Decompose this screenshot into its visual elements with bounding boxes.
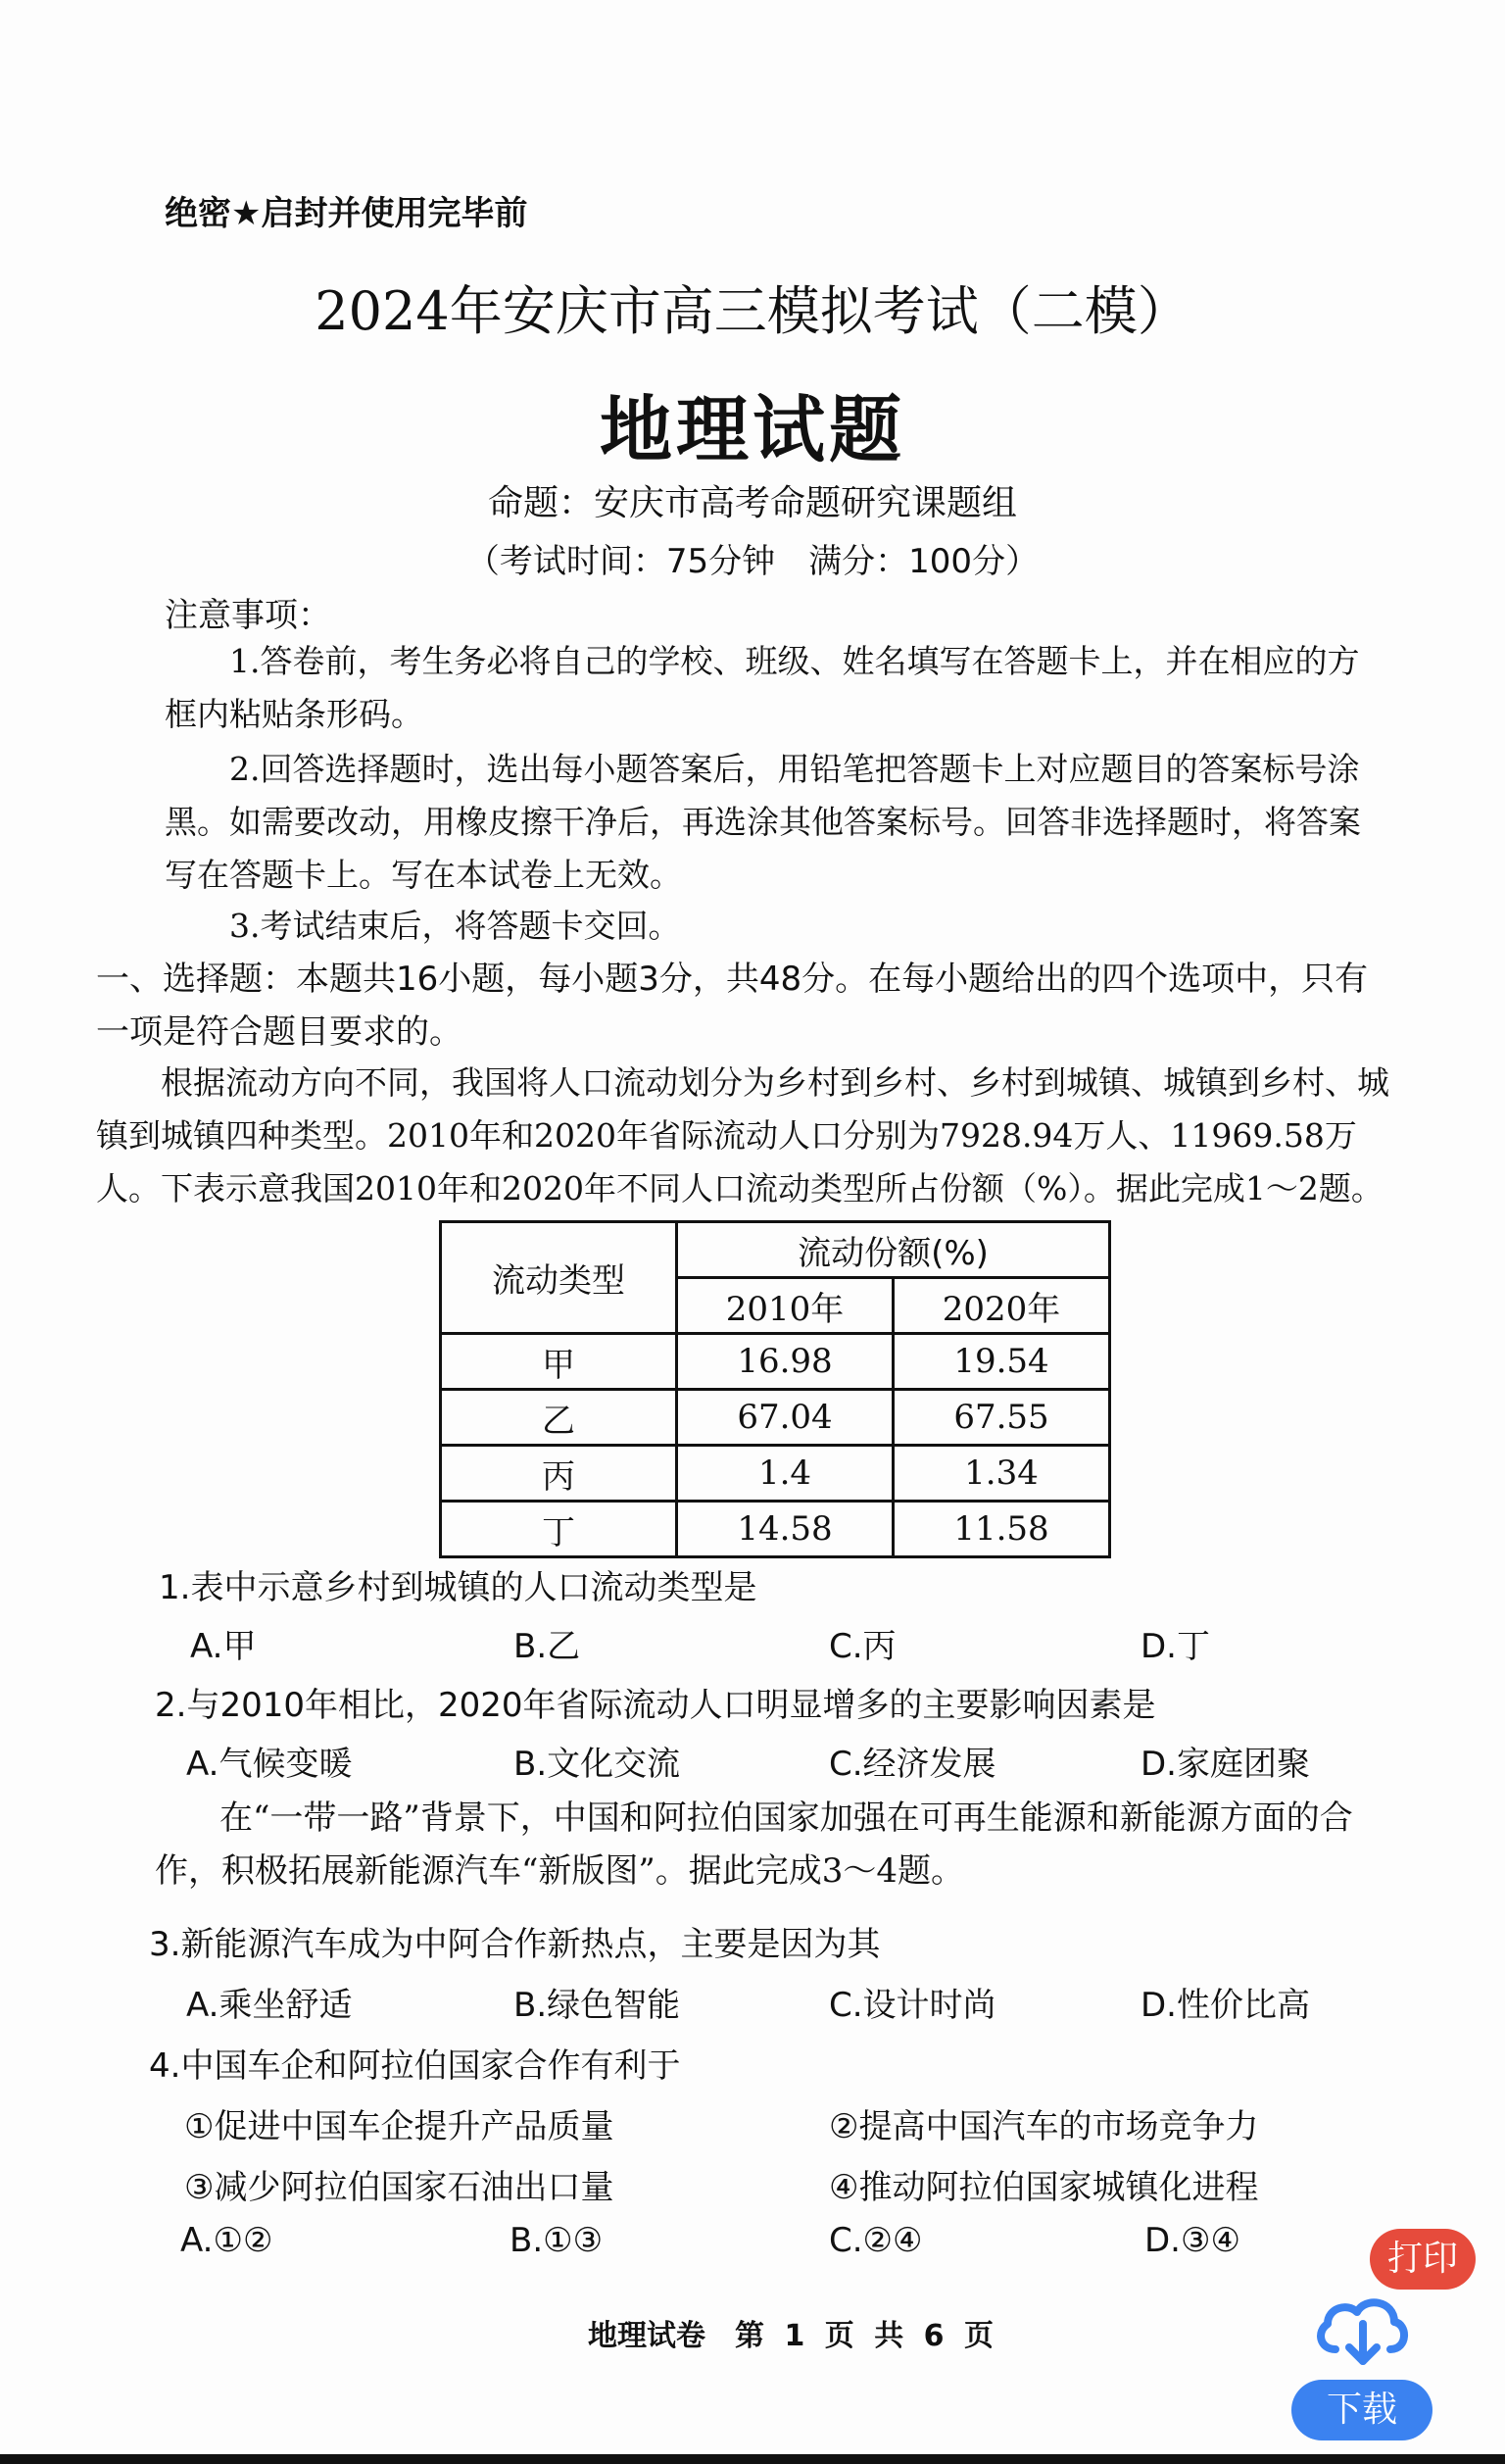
header-flow-type: 流动类型 <box>441 1222 677 1334</box>
q4-option-c: C.②④ <box>829 2221 923 2260</box>
q4-option-a: A.①② <box>180 2221 273 2260</box>
row-value-2010: 1.4 <box>677 1446 894 1502</box>
row-value-2020: 67.55 <box>894 1390 1110 1446</box>
print-button[interactable]: 打印 <box>1370 2229 1476 2290</box>
table-row <box>441 1390 1110 1446</box>
download-button[interactable]: 下载 <box>1291 2380 1432 2440</box>
notes-heading: 注意事项： <box>165 596 331 635</box>
question-4: 4.中国车企和阿拉伯国家合作有利于 <box>149 2046 681 2086</box>
row-value-2020: 11.58 <box>894 1502 1110 1557</box>
note-item-1: 1.答卷前，考生务必将自己的学校、班级、姓名填写在答题卡上，并在相应的方框内粘贴条形码。 <box>165 642 1360 733</box>
note-item-3: 3.考试结束后，将答题卡交回。 <box>229 907 681 945</box>
table-row <box>441 1334 1110 1390</box>
row-value-2010: 14.58 <box>677 1502 894 1557</box>
table-row <box>441 1446 1110 1502</box>
row-type: 甲 <box>441 1334 677 1390</box>
time-info: （考试时间：75分钟 满分：100分） <box>465 542 1040 581</box>
q4-statement-4: ④推动阿拉伯国家城镇化进程 <box>829 2168 1259 2207</box>
q2-option-a: A.气候变暖 <box>186 1745 353 1784</box>
question-3: 3.新能源汽车成为中阿合作新热点，主要是因为其 <box>149 1925 881 1964</box>
q3-option-a: A.乘坐舒适 <box>186 1986 353 2025</box>
q1-option-b: B.乙 <box>513 1627 581 1666</box>
row-type: 丁 <box>441 1502 677 1557</box>
row-value-2020: 1.34 <box>894 1446 1110 1502</box>
cloud-download-icon[interactable] <box>1308 2289 1416 2367</box>
exam-title: 2024年安庆市高三模拟考试（二模） <box>315 280 1190 342</box>
note-item-2: 2.回答选择题时，选出每小题答案后，用铅笔把答题卡上对应题目的答案标号涂黑。如需要改动，用橡皮擦干净后，再选涂其他答案标号。回答非选择题时，将答案写在答题卡上。写在本试卷上无效。 <box>165 750 1361 894</box>
q1-option-a: A.甲 <box>190 1627 257 1666</box>
author-line: 命题：安庆市高考命题研究课题组 <box>487 483 1017 523</box>
section-heading: 一、选择题：本题共16小题，每小题3分，共48分。在每小题给出的四个选项中，只有一项是符合题目要求的。 <box>96 960 1369 1052</box>
subject-title: 地理试题 <box>600 388 905 472</box>
table-row <box>441 1502 1110 1557</box>
header-year-2010: 2010年 <box>677 1278 894 1334</box>
row-value-2010: 67.04 <box>677 1390 894 1446</box>
q3-option-d: D.性价比高 <box>1141 1986 1310 2025</box>
q3-option-c: C.设计时尚 <box>829 1986 996 2025</box>
q2-option-c: C.经济发展 <box>829 1745 996 1784</box>
question-2: 2.与2010年相比，2020年省际流动人口明显增多的主要影响因素是 <box>155 1686 1156 1725</box>
q4-statement-3: ③减少阿拉伯国家石油出口量 <box>184 2168 614 2207</box>
material-intro-2: 在“一带一路”背景下，中国和阿拉伯国家加强在可再生能源和新能源方面的合作，积极拓展新能源汽车“新版图”。据此完成3～4题。 <box>155 1799 1353 1891</box>
question-1: 1.表中示意乡村到城镇的人口流动类型是 <box>159 1568 757 1607</box>
q1-option-d: D.丁 <box>1141 1627 1210 1666</box>
flow-share-table <box>439 1220 1111 1558</box>
header-year-2020: 2020年 <box>894 1278 1110 1334</box>
q4-option-d: D.③④ <box>1144 2221 1240 2260</box>
row-value-2010: 16.98 <box>677 1334 894 1390</box>
header-flow-share: 流动份额(%) <box>677 1222 1110 1278</box>
page-footer: 地理试卷 第 1 页 共 6 页 <box>588 2319 994 2353</box>
q4-statement-1: ①促进中国车企提升产品质量 <box>184 2107 614 2146</box>
secret-label: 绝密★启封并使用完毕前 <box>165 194 528 233</box>
q4-option-b: B.①③ <box>510 2221 604 2260</box>
q1-option-c: C.丙 <box>829 1627 897 1666</box>
row-type: 乙 <box>441 1390 677 1446</box>
material-intro-1: 根据流动方向不同，我国将人口流动划分为乡村到乡村、乡村到城镇、城镇到乡村、城镇到城镇四种类型。2010年和2020年省际流动人口分别为7928.94万人、11969.58万人。下表示意我国2010年和2020年不同人口流动类型所占份额（%）。据此完成1～2题。 <box>96 1063 1389 1207</box>
bottom-edge <box>0 2454 1505 2464</box>
q4-statement-2: ②提高中国汽车的市场竞争力 <box>829 2107 1259 2146</box>
row-type: 丙 <box>441 1446 677 1502</box>
q3-option-b: B.绿色智能 <box>513 1986 681 2025</box>
q2-option-d: D.家庭团聚 <box>1141 1745 1310 1784</box>
row-value-2020: 19.54 <box>894 1334 1110 1390</box>
q2-option-b: B.文化交流 <box>513 1745 681 1784</box>
